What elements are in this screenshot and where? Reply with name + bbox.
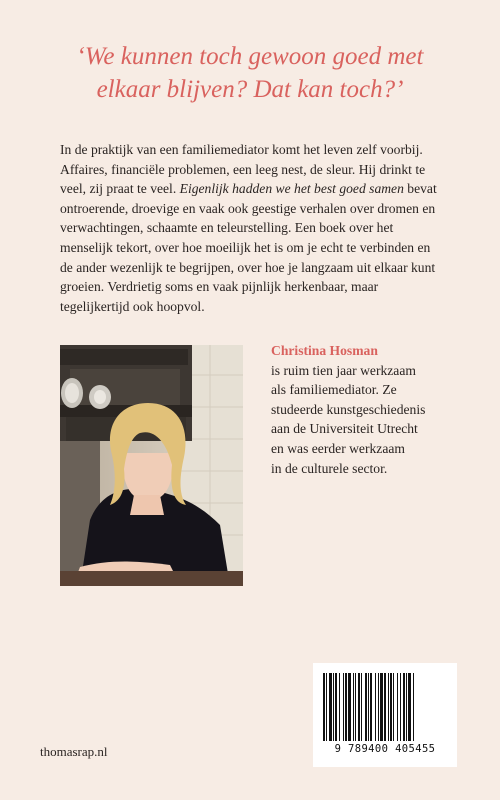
barcode-bar <box>343 673 344 741</box>
author-photo-illustration <box>60 345 243 586</box>
barcode-bar <box>323 673 325 741</box>
barcode-bar <box>375 673 376 741</box>
author-bio-line-3: studeerde kunstgeschiedenis <box>271 401 426 417</box>
barcode-bar <box>413 673 414 741</box>
author-bio-line-6: in de culturele sector. <box>271 460 388 476</box>
barcode-bar <box>365 673 367 741</box>
barcode-bar <box>326 673 327 741</box>
author-bio-line-2: als familiemediator. Ze <box>271 382 397 398</box>
barcode-bar <box>339 673 340 741</box>
author-bio-line-5: en was eerder werkzaam <box>271 440 405 456</box>
barcode-bar <box>345 673 347 741</box>
barcode-bar <box>390 673 392 741</box>
barcode-bar <box>380 673 383 741</box>
barcode-bar <box>353 673 354 741</box>
barcode-bar <box>397 673 398 741</box>
barcode-bar <box>403 673 405 741</box>
barcode-bar <box>361 673 362 741</box>
barcode-bar <box>384 673 386 741</box>
author-photo <box>60 345 243 586</box>
barcode-bar <box>406 673 407 741</box>
barcode-bar <box>378 673 379 741</box>
author-bio-line-4: aan de Universiteit Utrecht <box>271 421 418 437</box>
barcode-bar <box>393 673 394 741</box>
barcode-bar <box>400 673 401 741</box>
barcode-bar <box>348 673 351 741</box>
barcode-bar <box>408 673 411 741</box>
barcode-bar <box>358 673 360 741</box>
isbn-barcode <box>313 663 457 767</box>
book-blurb <box>60 140 445 316</box>
author-bio <box>271 341 461 478</box>
barcode-bar <box>329 673 332 741</box>
author-name: Christina Hosman <box>271 343 378 358</box>
barcode-bar <box>388 673 389 741</box>
pull-quote-line-2: elkaar blijven? Dat kan toch?’ <box>96 76 404 103</box>
barcode-bar <box>368 673 369 741</box>
blurb-book-title: Eigenlijk hadden we het best goed samen <box>179 181 404 197</box>
barcode-bar <box>355 673 356 741</box>
publisher-url: thomasrap.nl <box>40 744 108 759</box>
barcode-digits: 9 789400 405455 <box>334 743 436 755</box>
barcode-bar <box>335 673 337 741</box>
pull-quote-line-1: ‘We kunnen toch gewoon goed met <box>76 43 424 70</box>
blurb-text-1: In de praktijk van een familiemediator komt het leven zelf voorbij. Affaires, financiële problemen, een leeg nest, de sleur. Hij drinkt te veel, zij praat te veel. <box>60 142 426 197</box>
pull-quote <box>40 40 460 106</box>
author-bio-line-1: is ruim tien jaar werkzaam <box>271 362 416 378</box>
barcode-bar <box>333 673 334 741</box>
blurb-text-2: bevat ontroerende, droevige en vaak ook geestige verhalen over dromen en verwachtingen, schaamte en teleurstelling. Een boek over het menselijk tekort, over hoe moeilijk het is om je echt te verbinden en de ander wezenlijk te begrijpen, over hoe je langzaam uit elkaar kunt groeien. Verdrietig soms en vaak pijnlijk herkenbaar, maar tegelijkertijd ook hoopvol. <box>60 181 437 314</box>
barcode-bar <box>370 673 372 741</box>
